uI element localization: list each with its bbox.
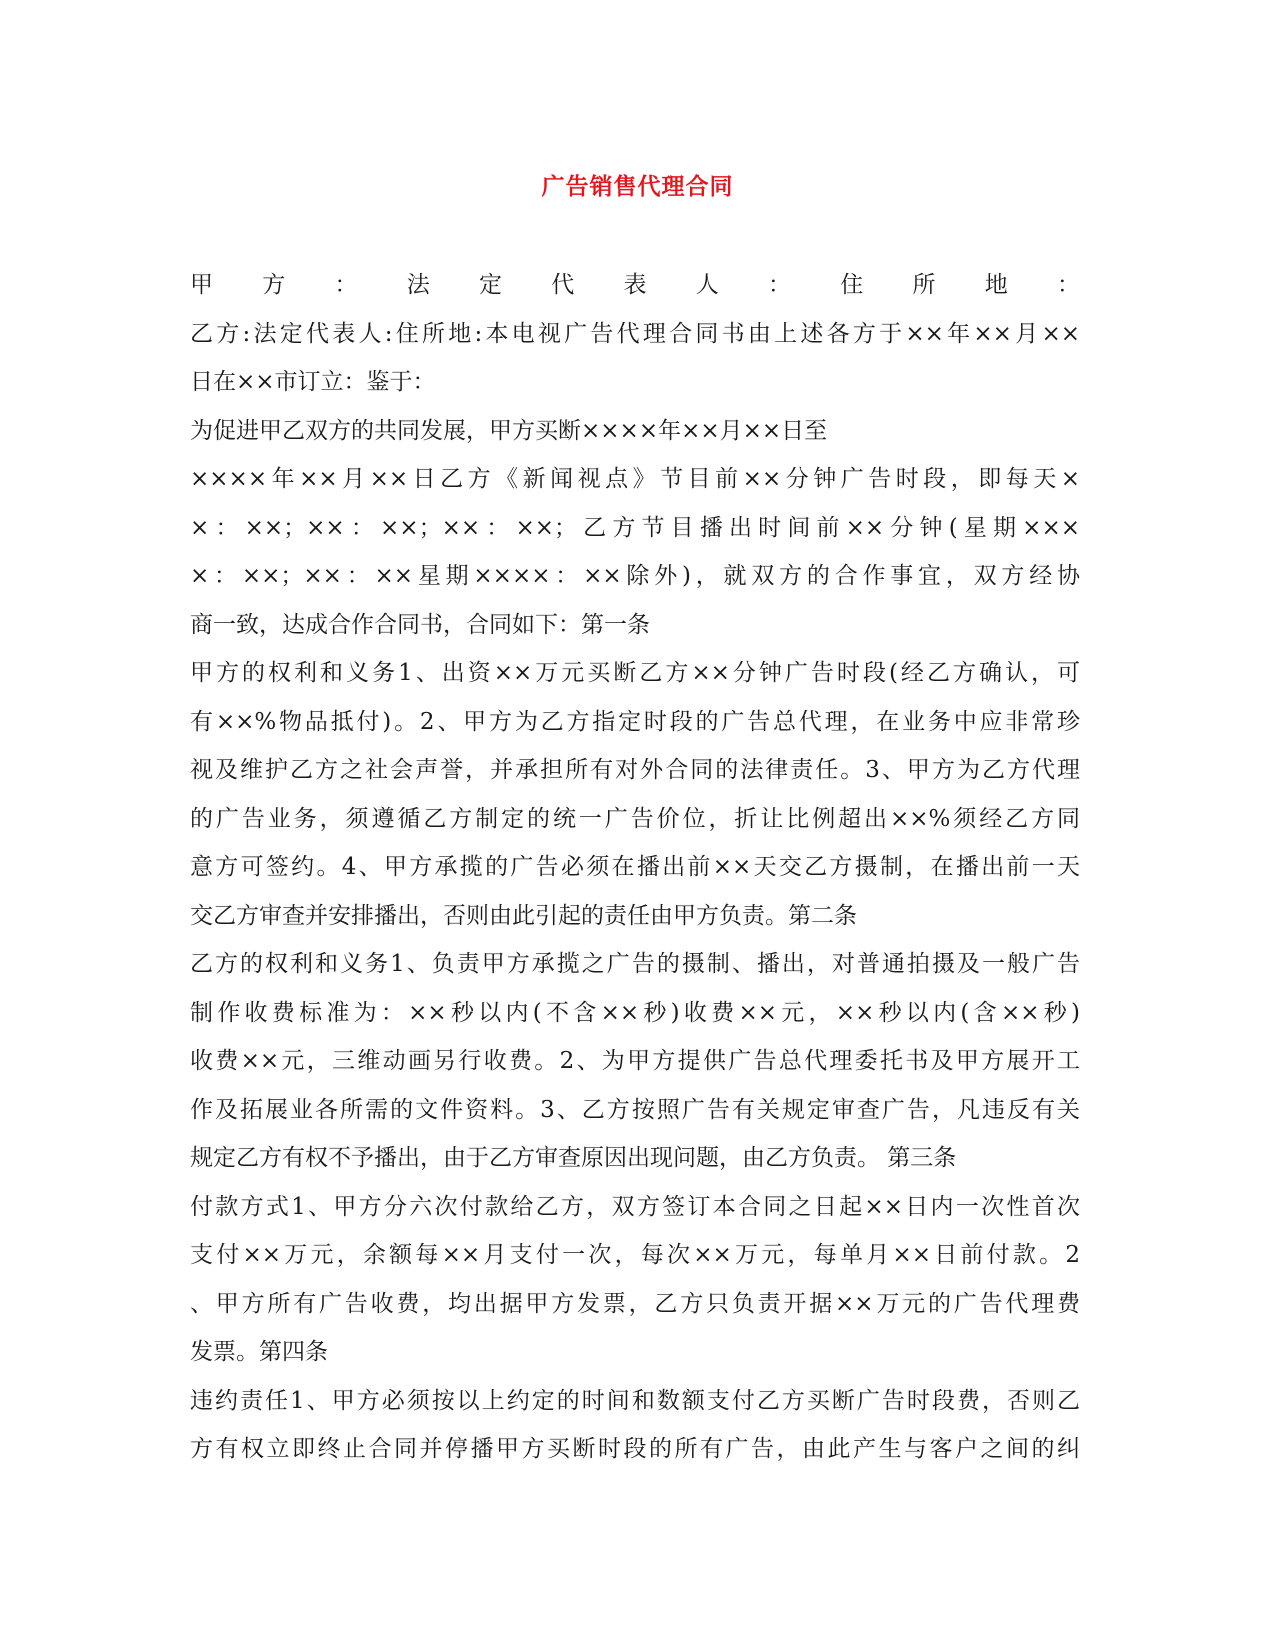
body-line: 乙方的权利和义务1、负责甲方承揽之广告的摄制、播出，对普通拍摄及一般广告 bbox=[190, 951, 1080, 977]
body-line: 意方可签约。4、甲方承揽的广告必须在播出前××天交乙方摄制，在播出前一天 bbox=[190, 854, 1080, 880]
body-line: 收费××元，三维动画另行收费。2、为甲方提供广告总代理委托书及甲方展开工 bbox=[190, 1048, 1080, 1074]
document-body bbox=[190, 261, 1080, 1474]
body-line: 日在××市订立：鉴于： bbox=[190, 369, 436, 395]
body-line: 甲方的权利和义务1、出资××万元买断乙方××分钟广告时段(经乙方确认，可 bbox=[190, 660, 1080, 686]
body-line: 的广告业务，须遵循乙方制定的统一广告价位，折让比例超出××%须经乙方同 bbox=[190, 805, 1080, 832]
body-line: 甲方：法定代表人：住所地： bbox=[190, 272, 1080, 298]
body-line: ××××年××月××日乙方《新闻视点》节目前××分钟广告时段，即每天× bbox=[190, 466, 1080, 492]
body-line: 有××%物品抵付)。2、甲方为乙方指定时段的广告总代理，在业务中应非常珍 bbox=[190, 708, 1080, 735]
body-line: 乙方:法定代表人:住所地:本电视广告代理合同书由上述各方于××年××月×× bbox=[190, 320, 1080, 347]
body-line: 规定乙方有权不予播出，由于乙方审查原因出现问题，由乙方负责。 第三条 bbox=[190, 1145, 957, 1171]
body-line: ×：××；××：××星期××××：××除外)，就双方的合作事宜，双方经协 bbox=[190, 563, 1080, 589]
body-line: 商一致，达成合作合同书，合同如下：第一条 bbox=[190, 611, 650, 638]
body-line: ×：××；××：××；××：××；乙方节目播出时间前××分钟(星期××× bbox=[190, 514, 1080, 541]
body-line: 违约责任1、甲方必须按以上约定的时间和数额支付乙方买断广告时段费，否则乙 bbox=[190, 1387, 1080, 1414]
body-line: 方有权立即终止合同并停播甲方买断时段的所有广告，由此产生与客户之间的纠 bbox=[190, 1436, 1080, 1462]
body-line: 发票。第四条 bbox=[190, 1339, 328, 1365]
body-line: 制作收费标准为：××秒以内(不含××秒)收费××元，××秒以内(含××秒) bbox=[190, 999, 1080, 1026]
document-title: 广告销售代理合同 bbox=[541, 173, 734, 200]
body-line: 为促进甲乙双方的共同发展，甲方买断××××年××月××日至 bbox=[190, 417, 828, 444]
body-line: 作及拓展业各所需的文件资料。3、乙方按照广告有关规定审查广告，凡违反有关 bbox=[190, 1096, 1080, 1123]
body-line: 付款方式1、甲方分六次付款给乙方，双方签订本合同之日起××日内一次性首次 bbox=[190, 1193, 1080, 1220]
body-line: 支付××万元，余额每××月支付一次，每次××万元，每单月××日前付款。2 bbox=[190, 1242, 1080, 1268]
body-line: 视及维护乙方之社会声誉，并承担所有对外合同的法律责任。3、甲方为乙方代理 bbox=[190, 757, 1080, 783]
body-line: 、甲方所有广告收费，均出据甲方发票，乙方只负责开据××万元的广告代理费 bbox=[190, 1290, 1080, 1317]
body-line: 交乙方审查并安排播出，否则由此引起的责任由甲方负责。第二条 bbox=[190, 902, 857, 929]
